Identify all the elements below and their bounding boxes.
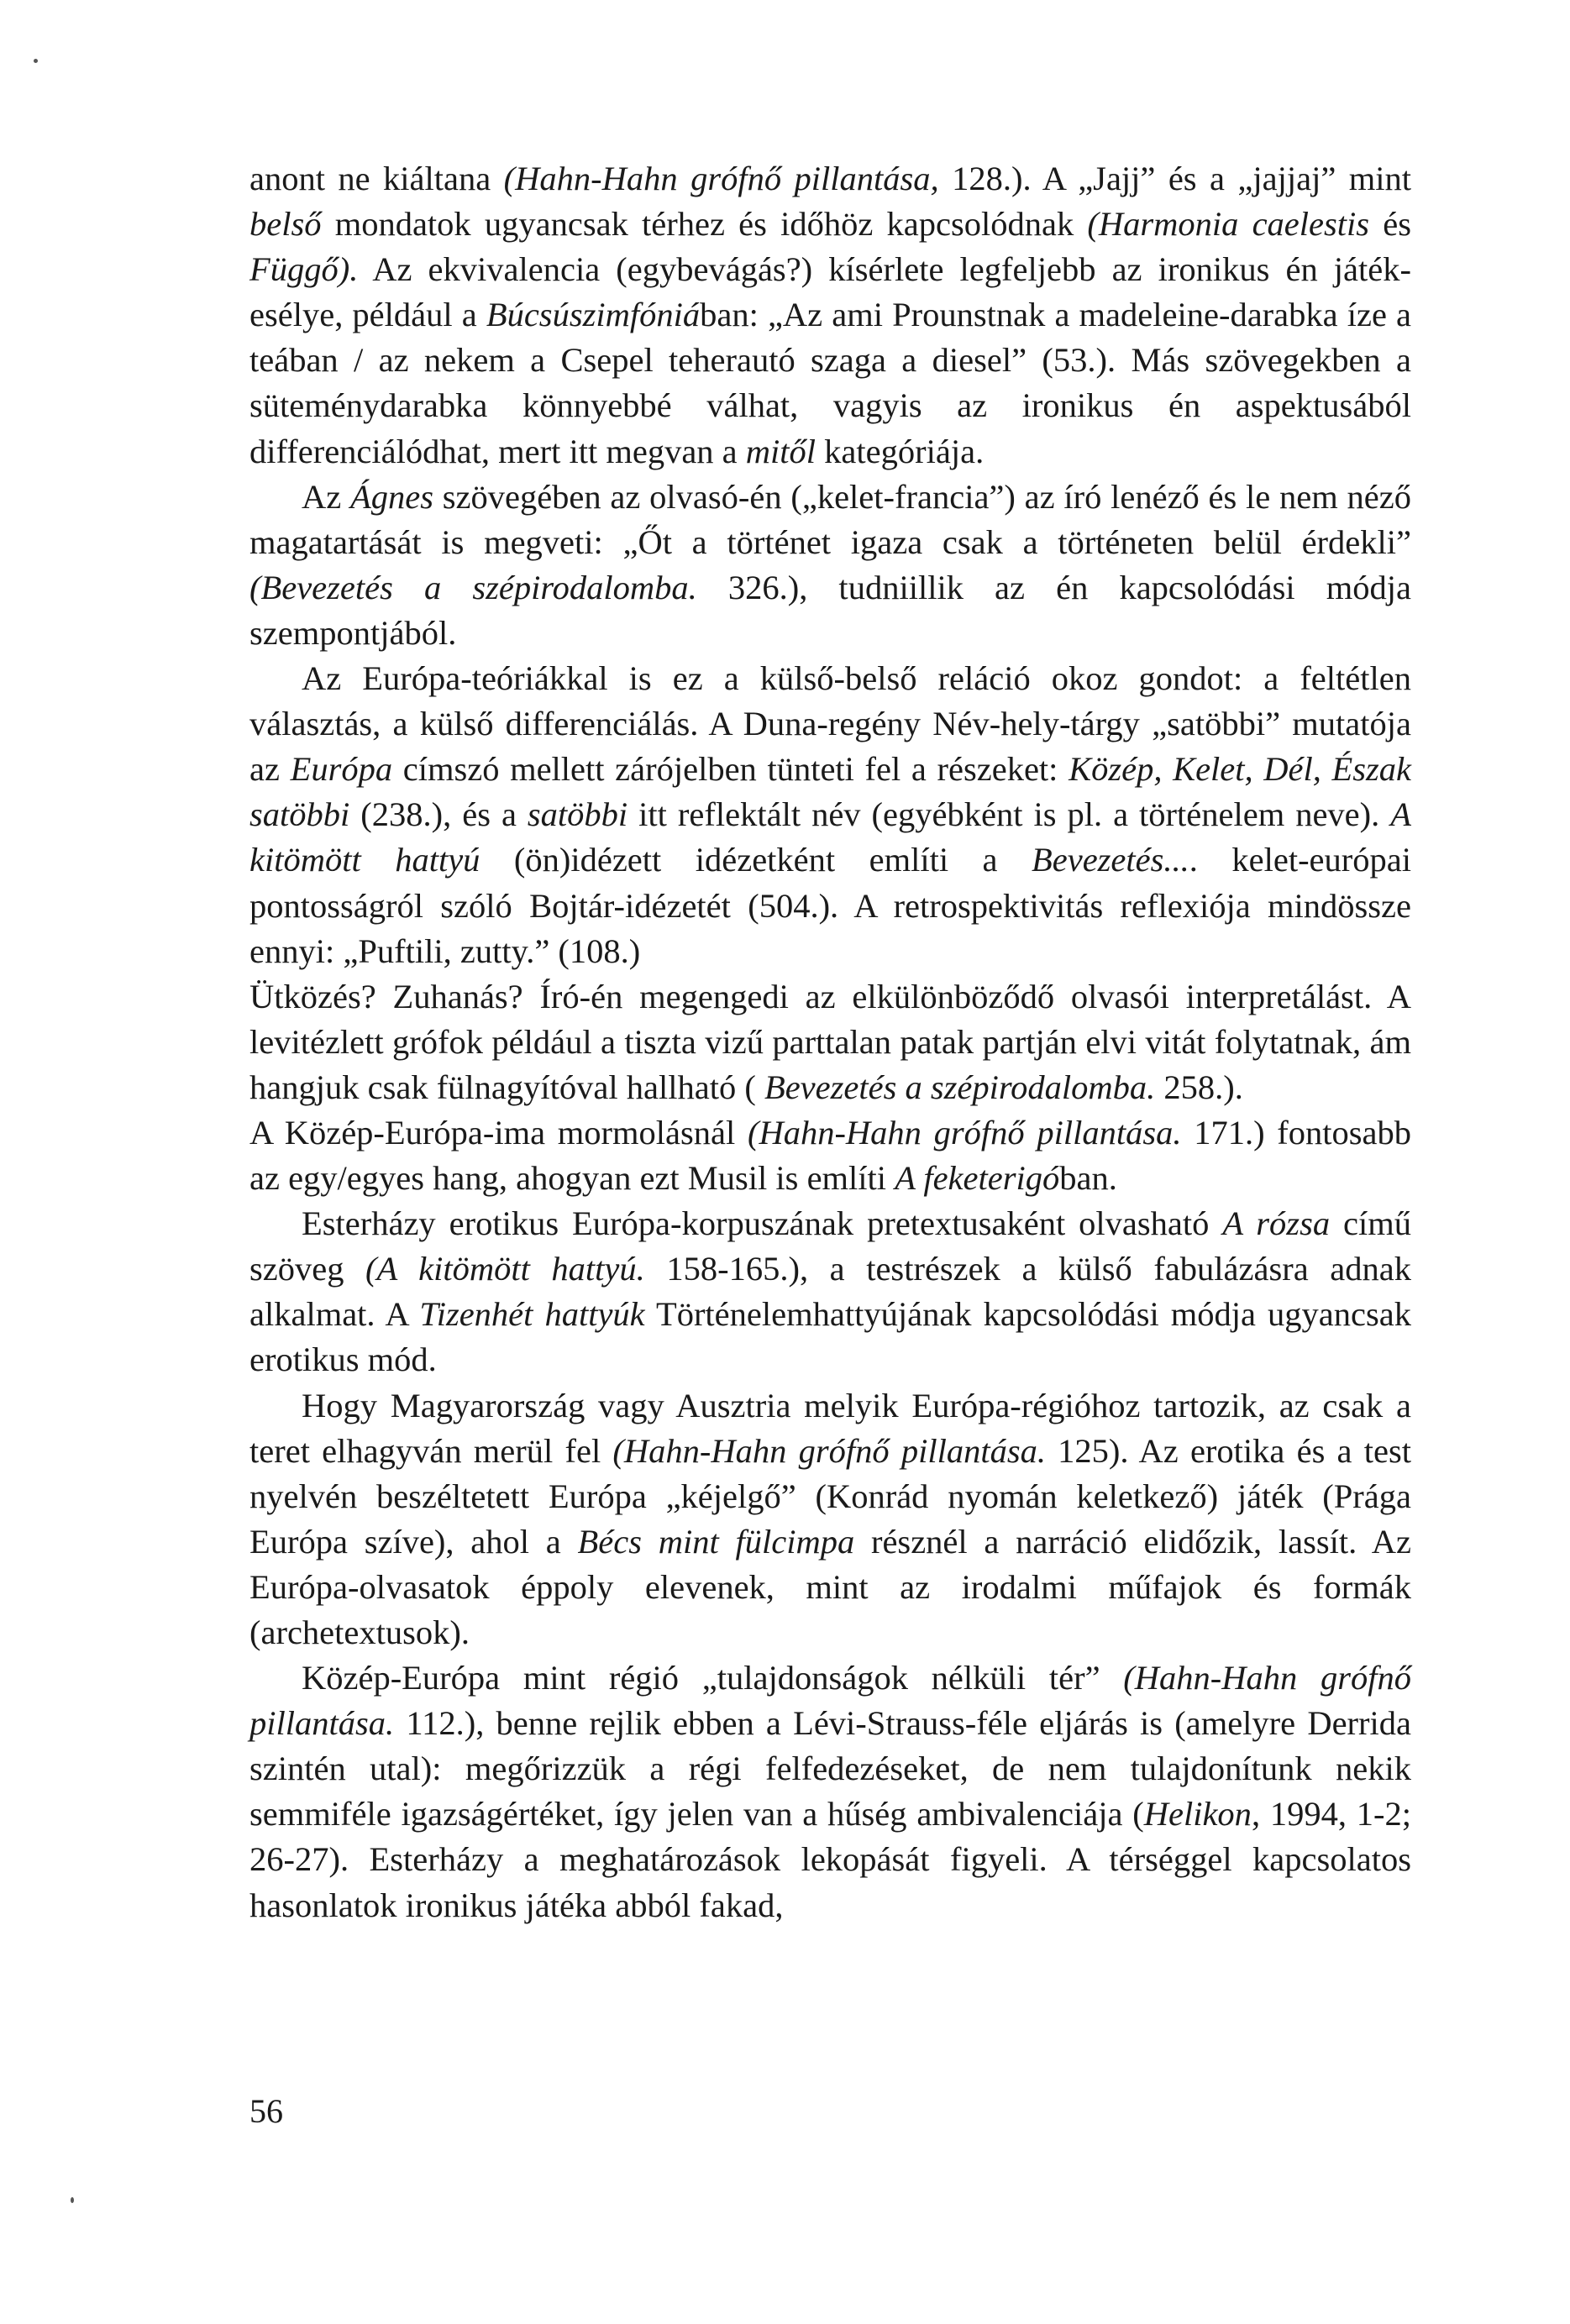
text-run: A Közép-Európa-ima mormolásnál [249, 1113, 748, 1152]
text-run: és [1369, 205, 1411, 244]
text-run: 326.), tudniillik az én kapcsolódási módja szempontjából. [249, 568, 1411, 652]
text-run: Hogy Magyarország vagy Ausztria melyik Európa-régióhoz tartozik, az csak a teret elhagyván merül fel [249, 1386, 1411, 1470]
text-run-italic: Bevezetés a szépirodalomba. [764, 1068, 1156, 1106]
text-run: Közép-Európa mint régió „tulajdonságok nélküli tér” [302, 1659, 1124, 1697]
text-run: szövegében az olvasó-én („kelet-francia”) az író lenéző és le nem néző magatartását is megveti: „Őt a történet igaza csak a történeten belül érdekli” [249, 477, 1411, 561]
text-run: 158-165.), a testrészek a külső fabulázásra adnak alkalmat. A [249, 1250, 1411, 1334]
text-run: kategóriája. [816, 432, 985, 470]
text-run-italic: (Hahn-Hahn grófnő pillantása, [503, 160, 939, 197]
text-run-italic: A kitömött hattyú [249, 795, 1411, 879]
text-run: Történelemhattyújának kapcsolódási módja ugyancsak erotikus mód. [249, 1295, 1411, 1379]
text-run: . kelet-európai pontosságról szóló Bojtár-idézetét (504.). A retrospektivitás reflexiója mindössze ennyi: „Puftili, zutty.” (108.) [249, 841, 1411, 970]
text-run-italic: (Hahn-Hahn grófnő pillantása. [747, 1113, 1182, 1152]
text-run-italic: (Hahn-Hahn grófnő pillantása. [612, 1431, 1046, 1470]
text-run: 128.). A „Jajj” és a „jajjaj” mint [938, 160, 1411, 197]
text-run: 258.). [1155, 1068, 1243, 1106]
text-run-italic: Függő). [249, 250, 359, 289]
text-run: Ütközés? Zuhanás? Író-én megengedi az elkülönböződő olvasói interpretálást. A levitézlett grófok például a tiszta vizű parttalan patak partján elvi vitát folytatnak, ám hangjuk csak fülnagyítóval hallható ( [249, 977, 1411, 1106]
paragraph-4 [249, 974, 1411, 1110]
scan-speck [34, 59, 38, 63]
text-run: ban. [1059, 1159, 1117, 1198]
text-run-italic: Közép, Kelet, Dél, Észak satöbbi [249, 750, 1412, 834]
page-number: 56 [249, 2092, 283, 2130]
text-run: résznél a narráció elidőzik, lassít. Az Európa-olvasatok éppoly elevenek, mint az irodalmi műfajok és formák (archetextusok). [249, 1522, 1412, 1651]
text-run: ban: „Az ami Prounstnak a madeleine-darabka íze a teában / az nekem a Csepel teherautó szaga a diesel” (53.). Más szövegekben a süteménydarabka könnyebbé válhat, vagyis az ironikus én aspektusából differenciálódhat, mert itt megvan a [249, 296, 1412, 470]
text-run: (ön)idézett idézetként említi a [480, 841, 1032, 879]
text-run: 112.), benne rejlik ebben a Lévi-Strauss-féle eljárás is (amelyre Derrida szintén utal): megőrizzük a régi felfedezéseket, de nem tulajdonítunk nekik semmiféle igazságértéket, így jelen van a hűség ambivalenciája ( [249, 1704, 1411, 1833]
text-run-italic: belső [249, 205, 322, 244]
scan-speck [71, 2197, 74, 2203]
text-run-italic: (A kitömött hattyú. [365, 1250, 645, 1288]
text-run-italic: Tizenhét hattyúk [419, 1295, 645, 1334]
paragraph-1 [249, 156, 1411, 475]
text-run-italic: Bevezetés... [1032, 841, 1189, 879]
text-run-italic: Ágnes [350, 477, 433, 516]
text-run-italic: Búcsúszimfóniá [486, 296, 701, 334]
paragraph-7 [249, 1383, 1411, 1656]
text-run: Az Európa-teóriákkal is ez a külső-belső reláció okoz gondot: a feltétlen választás, a külső differenciálás. A Duna-regény Név-hely-tárgy „satöbbi” mutatója az [249, 659, 1411, 789]
text-run: című szöveg [249, 1204, 1411, 1288]
text-run: Az [302, 477, 350, 516]
text-run: Esterházy erotikus Európa-korpuszának pretextusaként olvasható [302, 1204, 1223, 1243]
text-run: itt reflektált név (egyébként is pl. a történelem neve). [627, 795, 1391, 834]
text-run-italic: A rózsa [1222, 1204, 1331, 1243]
text-run-italic: Bécs mint fülcimpa [577, 1522, 855, 1561]
text-run-italic: A feketerigó [895, 1159, 1060, 1198]
text-run: 171.) fontosabb az egy/egyes hang, ahogyan ezt Musil is említi [249, 1113, 1411, 1198]
text-run: 125). Az erotika és a test nyelvén beszéltetett Európa „kéjelgő” (Konrád nyomán keletkező) játék (Prága Európa szíve), ahol a [249, 1431, 1411, 1561]
paragraph-6 [249, 1201, 1411, 1382]
paragraph-2 [249, 475, 1411, 656]
text-run: címszó mellett zárójelben tünteti fel a részeket: [392, 750, 1069, 789]
text-run-italic: (Hahn-Hahn grófnő pillantása. [249, 1659, 1411, 1743]
text-run-italic: Európa [290, 750, 393, 789]
text-run: mondatok ugyancsak térhez és időhöz kapcsolódnak [321, 205, 1088, 244]
text-run-italic: Helikon [1143, 1795, 1252, 1833]
text-run-italic: satöbbi [527, 795, 628, 834]
text-run-italic: (Bevezetés a szépirodalomba. [249, 568, 697, 606]
text-run: Az ekvivalencia (egybevágás?) kísérlete legfeljebb az ironikus én játék-esélye, például a [249, 250, 1411, 334]
text-run: , 1994, 1-2; 26-27). Esterházy a meghatározások lekopását figyeli. A térséggel kapcsolatos hasonlatok ironikus játéka abból fakad, [249, 1795, 1411, 1924]
paragraph-5 [249, 1110, 1411, 1201]
paragraph-3 [249, 656, 1411, 974]
page-body [249, 156, 1411, 1928]
text-run-italic: (Harmonia caelestis [1087, 205, 1370, 244]
text-run: anont ne kiáltana [249, 160, 504, 197]
text-run-italic: mitől [745, 432, 817, 470]
text-run: (238.), és a [349, 795, 528, 834]
paragraph-8 [249, 1655, 1411, 1928]
